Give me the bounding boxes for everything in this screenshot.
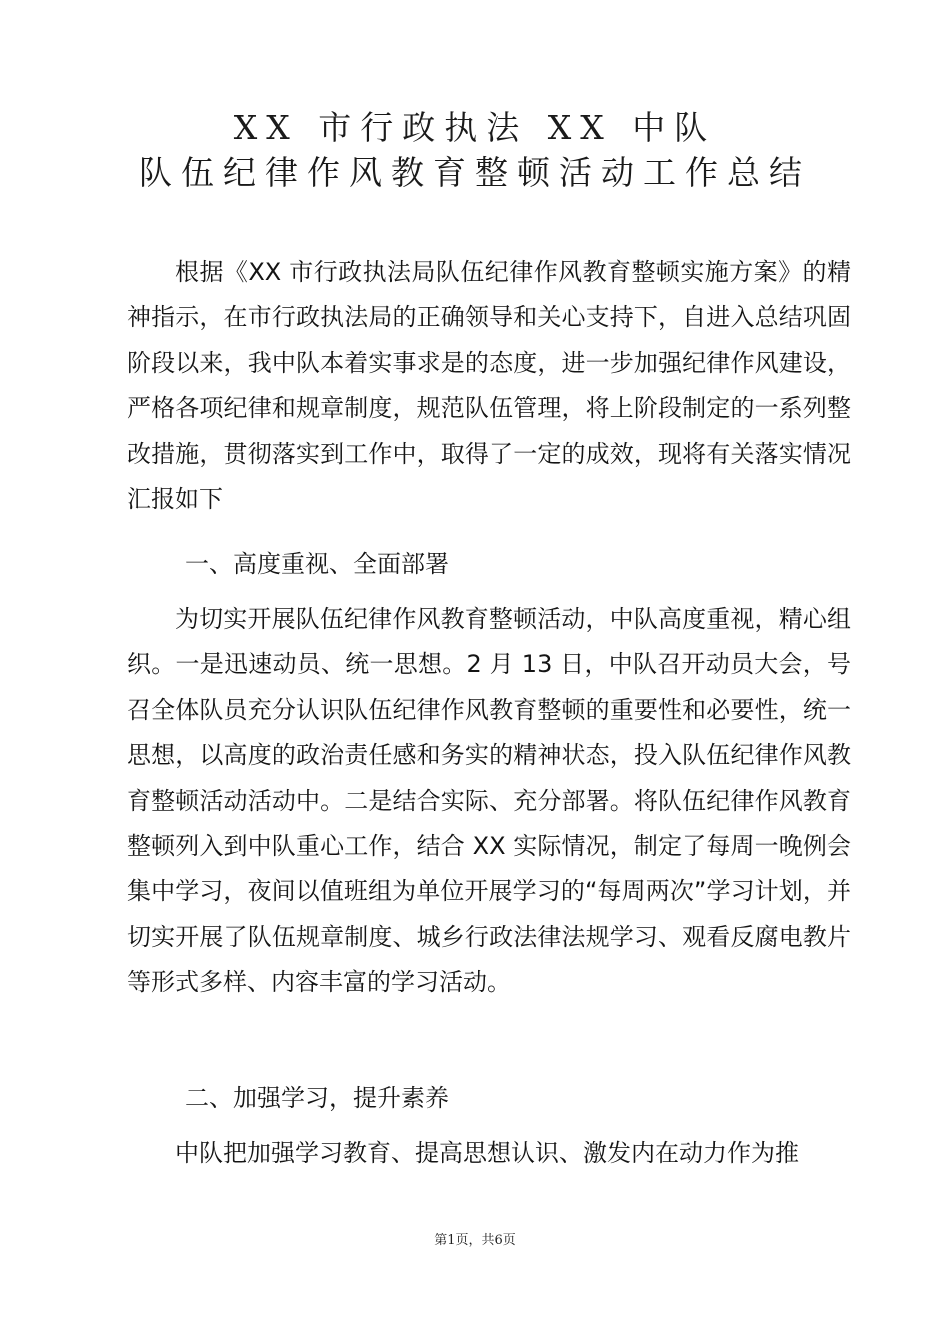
page-footer: 第1页，共6页 [434, 1233, 516, 1248]
paragraph-section-2: 中队把加强学习教育、提高思想认识、激发内在动力作为推 [175, 1139, 799, 1167]
section-heading-1: 一、高度重视、全面部署 [185, 550, 449, 578]
document-title-line2: 队伍纪律作风教育整顿活动工作总结 [139, 153, 811, 192]
document-title-line1: XX 市行政执法 XX 中队 [233, 108, 717, 147]
paragraph-intro: 根据《XX 市行政执法局队伍纪律作风教育整顿实施方案》的精神指示，在市行政执法局的正确领导和关心支持下，自进入总结巩固阶段以来，我中队本着实事求是的态度，进一步加强纪律作风建设，严格各项纪律和规章制度，规范队伍管理，将上阶段制定的一系列整改措施，贯彻落实到工作中，取得了一定的成效，现将有关落实情况汇报如下 [127, 258, 851, 514]
paragraph-section-1: 为切实开展队伍纪律作风教育整顿活动，中队高度重视，精心组织。一是迅速动员、统一思想。2 月 13 日，中队召开动员大会，号召全体队员充分认识队伍纪律作风教育整顿的重要性和必要性，统一思想，以高度的政治责任感和务实的精神状态，投入队伍纪律作风教育整顿活动活动中。二是结合实际、充分部署。将队伍纪律作风教育整顿列入到中队重心工作，结合 XX 实际情况，制定了每周一晚例会集中学习，夜间以值班组为单位开展学习的“每周两次”学习计划，并切实开展了队伍规章制度、城乡行政法律法规学习、观看反腐电教片等形式多样、内容丰富的学习活动。 [127, 605, 851, 997]
section-heading-2: 二、加强学习，提升素养 [185, 1084, 449, 1112]
